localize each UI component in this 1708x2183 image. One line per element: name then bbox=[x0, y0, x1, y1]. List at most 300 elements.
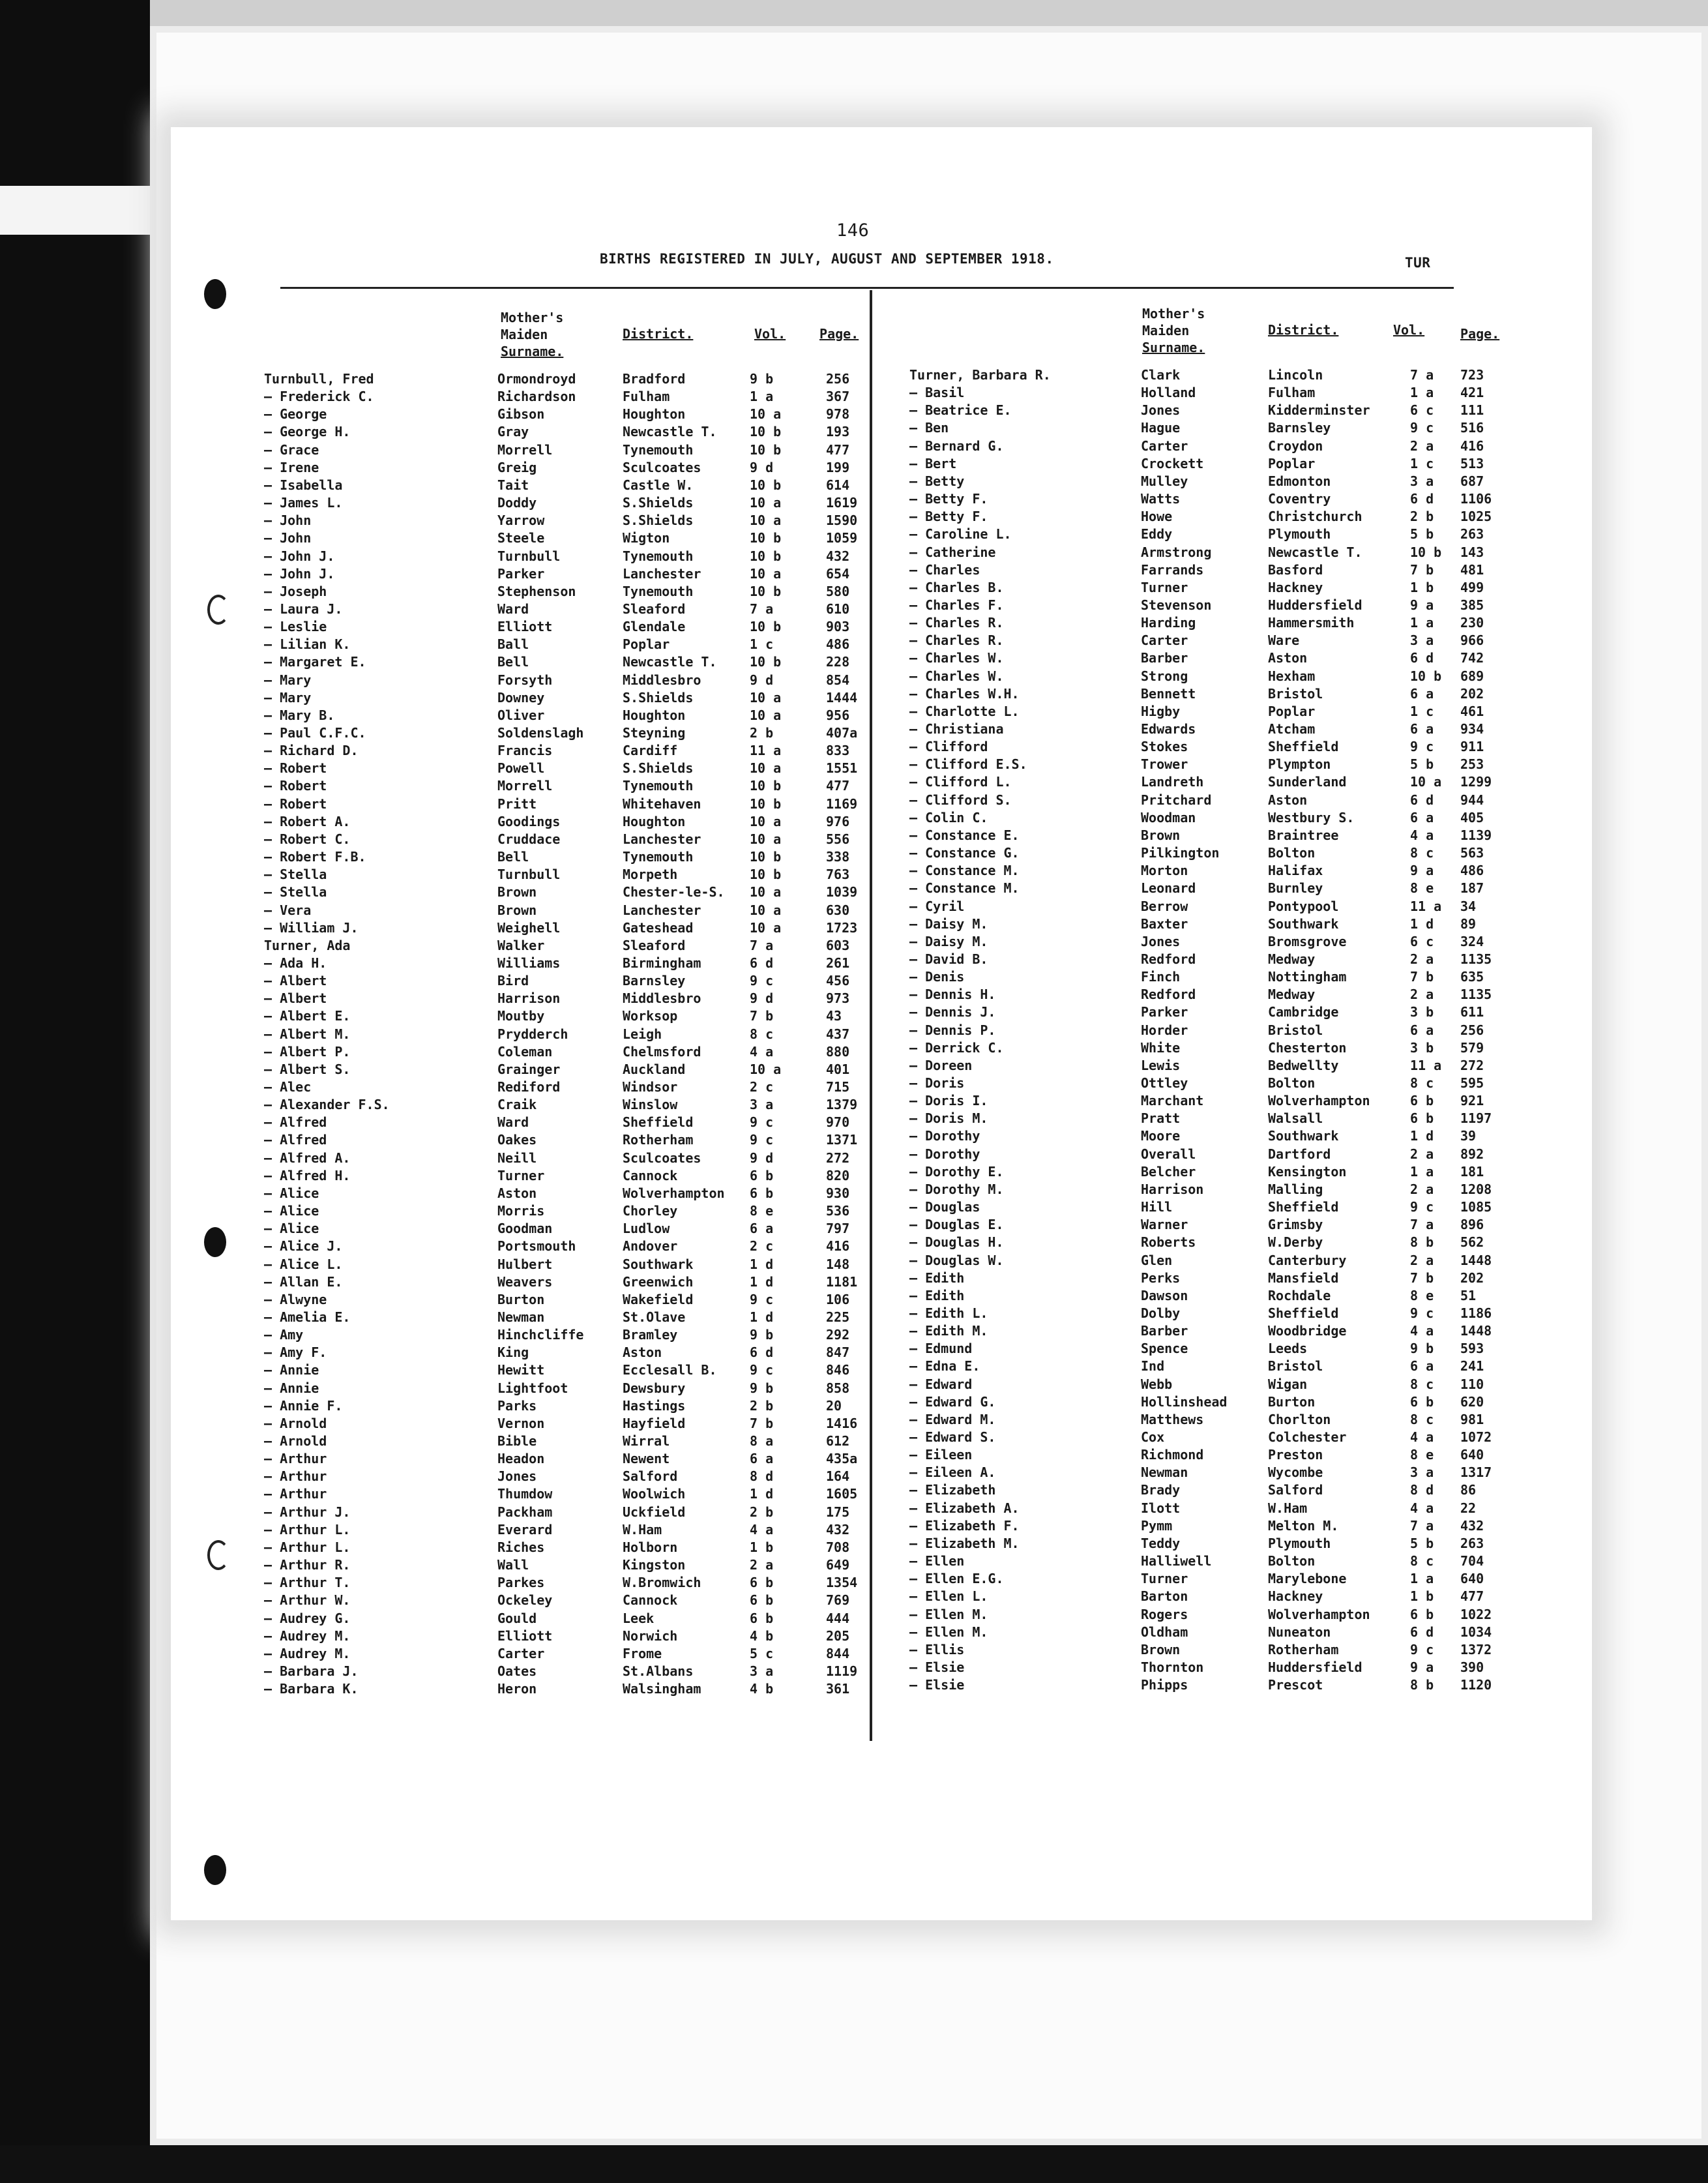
registration-district: Basford bbox=[1268, 561, 1323, 578]
child-name: — Douglas W. bbox=[909, 1252, 1004, 1268]
mother-maiden-surname: Turner bbox=[497, 1167, 545, 1183]
volume: 9 c bbox=[1410, 739, 1434, 755]
page-ref: 175 bbox=[826, 1504, 850, 1520]
mother-maiden-surname: Pymm bbox=[1141, 1517, 1173, 1534]
mother-maiden-surname: Webb bbox=[1141, 1376, 1173, 1392]
mother-maiden-surname: Edwards bbox=[1141, 721, 1196, 737]
mother-maiden-surname: Brown bbox=[1141, 827, 1181, 843]
volume: 7 b bbox=[1410, 969, 1434, 985]
child-name: — John bbox=[264, 512, 312, 529]
mother-maiden-surname: Armstrong bbox=[1141, 544, 1212, 560]
registration-district: Sleaford bbox=[623, 601, 686, 617]
child-name: — Dennis P. bbox=[909, 1022, 996, 1038]
volume: 1 c bbox=[750, 636, 774, 653]
page-ref: 689 bbox=[1460, 668, 1484, 684]
volume: 1 b bbox=[1410, 579, 1434, 595]
mother-maiden-surname: King bbox=[497, 1344, 529, 1361]
page-ref: 432 bbox=[826, 548, 850, 564]
child-name: — Stella bbox=[264, 884, 327, 900]
page-ref: 921 bbox=[1460, 1093, 1484, 1109]
volume: 8 e bbox=[1410, 1447, 1434, 1463]
child-name: — Robert bbox=[264, 778, 327, 794]
child-name: — Amy F. bbox=[264, 1344, 327, 1361]
mother-maiden-surname: Burton bbox=[497, 1291, 545, 1307]
child-name: — Robert bbox=[264, 760, 327, 777]
punch-hole-top bbox=[204, 279, 226, 309]
mother-maiden-surname: Brown bbox=[497, 902, 537, 918]
volume: 1 d bbox=[750, 1256, 774, 1272]
punch-hole-middle bbox=[204, 1227, 226, 1257]
child-name: — Arthur bbox=[264, 1486, 327, 1502]
volume: 9 b bbox=[1410, 1341, 1434, 1357]
mother-maiden-surname: Pilkington bbox=[1141, 845, 1220, 861]
child-name: Turnbull, Fred bbox=[264, 371, 374, 387]
child-name: — Audrey M. bbox=[264, 1627, 351, 1644]
page-ref: 742 bbox=[1460, 650, 1484, 666]
volume: 6 d bbox=[1410, 1624, 1434, 1640]
page-ref: 432 bbox=[1460, 1517, 1484, 1534]
child-name: — Edward S. bbox=[909, 1429, 996, 1445]
volume: 1 c bbox=[1410, 703, 1434, 719]
registration-district: Lincoln bbox=[1268, 367, 1323, 383]
volume: 4 b bbox=[750, 1627, 774, 1644]
page-ref: 593 bbox=[1460, 1341, 1484, 1357]
registration-district: Tynemouth bbox=[623, 849, 694, 865]
registration-district: Aston bbox=[623, 1344, 662, 1361]
registration-district: Chorley bbox=[623, 1203, 678, 1219]
page-ref: 654 bbox=[826, 565, 850, 582]
volume: 10 b bbox=[750, 441, 782, 458]
registration-district: Medway bbox=[1268, 987, 1316, 1003]
registration-district: Newcastle T. bbox=[623, 654, 717, 670]
mother-maiden-surname: Morris bbox=[497, 1203, 545, 1219]
mother-maiden-surname: Crockett bbox=[1141, 455, 1204, 471]
volume: 9 b bbox=[750, 371, 774, 387]
mother-maiden-surname: Bell bbox=[497, 654, 529, 670]
page-ref: 1371 bbox=[826, 1132, 858, 1148]
mother-maiden-surname: Warner bbox=[1141, 1217, 1188, 1233]
mother-maiden-surname: Woodman bbox=[1141, 809, 1196, 825]
volume: 2 b bbox=[1410, 509, 1434, 525]
volume: 6 a bbox=[750, 1451, 774, 1467]
mother-maiden-surname: Teddy bbox=[1141, 1535, 1181, 1551]
mother-maiden-surname: Pritt bbox=[497, 795, 537, 812]
child-name: — Dorothy M. bbox=[909, 1181, 1004, 1197]
mother-maiden-surname: Walker bbox=[497, 937, 545, 953]
page-ref: 481 bbox=[1460, 561, 1484, 578]
volume: 9 c bbox=[750, 1291, 774, 1307]
child-name: — Elizabeth F. bbox=[909, 1517, 1020, 1534]
registration-district: Castle W. bbox=[623, 477, 694, 493]
mother-maiden-surname: Watts bbox=[1141, 491, 1181, 507]
registration-district: Hackney bbox=[1268, 579, 1323, 595]
child-name: — Dorothy bbox=[909, 1146, 980, 1162]
mother-maiden-surname: Belcher bbox=[1141, 1163, 1196, 1180]
registration-district: Birmingham bbox=[623, 955, 701, 971]
registration-district: Lanchester bbox=[623, 565, 701, 582]
registration-district: St.Olave bbox=[623, 1309, 686, 1325]
registration-district: Bristol bbox=[1268, 685, 1323, 702]
film-left-border bbox=[0, 0, 150, 2183]
registration-district: Wycombe bbox=[1268, 1464, 1323, 1481]
registration-district: Gateshead bbox=[623, 919, 694, 936]
volume: 6 d bbox=[1410, 792, 1434, 808]
registration-district: Ecclesall B. bbox=[623, 1362, 717, 1378]
mother-maiden-surname: Brown bbox=[1141, 1641, 1181, 1657]
page-ref: 51 bbox=[1460, 1287, 1477, 1303]
page-ref: 461 bbox=[1460, 703, 1484, 719]
child-name: — Audrey M. bbox=[264, 1645, 351, 1661]
child-name: — Leslie bbox=[264, 619, 327, 635]
child-name: — Albert bbox=[264, 990, 327, 1007]
mother-maiden-surname: Bell bbox=[497, 849, 529, 865]
registration-district: Bolton bbox=[1268, 1075, 1316, 1091]
volume: 8 d bbox=[1410, 1482, 1434, 1498]
child-name: — Edward G. bbox=[909, 1393, 996, 1410]
mother-maiden-surname: Barber bbox=[1141, 1323, 1188, 1339]
mother-maiden-surname: Neill bbox=[497, 1150, 537, 1166]
volume: 8 d bbox=[750, 1468, 774, 1485]
volume: 9 d bbox=[750, 990, 774, 1007]
child-name: — Edna E. bbox=[909, 1358, 980, 1374]
volume: 5 c bbox=[750, 1645, 774, 1661]
mother-maiden-surname: Gould bbox=[497, 1610, 537, 1626]
mother-maiden-surname: Vernon bbox=[497, 1415, 545, 1431]
registration-district: W.Derby bbox=[1268, 1234, 1323, 1251]
child-name: — James L. bbox=[264, 495, 343, 511]
page-ref: 844 bbox=[826, 1645, 850, 1661]
page-ref: 385 bbox=[1460, 597, 1484, 613]
registration-district: Tynemouth bbox=[623, 778, 694, 794]
volume: 4 b bbox=[750, 1681, 774, 1697]
page-ref: 361 bbox=[826, 1681, 850, 1697]
mother-maiden-surname: Wall bbox=[497, 1557, 529, 1573]
child-name: — Allan E. bbox=[264, 1273, 343, 1290]
header-line: Mother's bbox=[501, 310, 564, 325]
volume: 10 b bbox=[750, 654, 782, 670]
film-left-notch bbox=[0, 186, 150, 235]
child-name: — Clifford L. bbox=[909, 774, 1012, 790]
mother-maiden-surname: Farrands bbox=[1141, 561, 1204, 578]
registration-district: Coventry bbox=[1268, 491, 1331, 507]
page-ref: 930 bbox=[826, 1185, 850, 1201]
child-name: — Joseph bbox=[264, 583, 327, 599]
page-ref: 1072 bbox=[1460, 1429, 1492, 1445]
mother-maiden-surname: Williams bbox=[497, 955, 561, 971]
page-ref: 292 bbox=[826, 1327, 850, 1343]
mother-maiden-surname: Overall bbox=[1141, 1146, 1196, 1162]
volume: 10 b bbox=[1410, 668, 1442, 684]
page-ref: 1379 bbox=[826, 1097, 858, 1113]
child-name: — Doreen bbox=[909, 1057, 973, 1073]
page-ref: 437 bbox=[826, 1026, 850, 1042]
child-name: — Albert M. bbox=[264, 1026, 351, 1042]
volume: 9 b bbox=[750, 1327, 774, 1343]
page-ref: 1186 bbox=[1460, 1305, 1492, 1321]
volume: 6 d bbox=[1410, 491, 1434, 507]
child-name: — William J. bbox=[264, 919, 359, 936]
child-name: — Charlotte L. bbox=[909, 703, 1020, 719]
registration-district: Nuneaton bbox=[1268, 1624, 1331, 1640]
page-ref: 1039 bbox=[826, 884, 858, 900]
registration-district: Glendale bbox=[623, 619, 686, 635]
volume: 10 a bbox=[750, 919, 782, 936]
volume: 6 a bbox=[750, 1221, 774, 1237]
child-name: Turner, Ada bbox=[264, 937, 351, 953]
page-ref: 338 bbox=[826, 849, 850, 865]
volume: 2 b bbox=[750, 1397, 774, 1414]
mother-maiden-surname: Harrison bbox=[1141, 1181, 1204, 1197]
registration-district: Melton M. bbox=[1268, 1517, 1339, 1534]
registration-district: Barnsley bbox=[1268, 420, 1331, 436]
page-ref: 390 bbox=[1460, 1659, 1484, 1675]
child-name: — Amelia E. bbox=[264, 1309, 351, 1325]
page-ref: 1022 bbox=[1460, 1606, 1492, 1622]
page-ref: 640 bbox=[1460, 1447, 1484, 1463]
page-ref: 111 bbox=[1460, 402, 1484, 419]
mother-maiden-surname: Perks bbox=[1141, 1270, 1181, 1286]
registration-district: Wigan bbox=[1268, 1376, 1308, 1392]
page-ref: 1135 bbox=[1460, 987, 1492, 1003]
volume: 1 a bbox=[750, 389, 774, 405]
registration-district: Sheffield bbox=[1268, 1305, 1339, 1321]
page-ref: 708 bbox=[826, 1539, 850, 1555]
registration-district: Sunderland bbox=[1268, 774, 1347, 790]
child-name: — David B. bbox=[909, 951, 988, 967]
registration-district: Poplar bbox=[623, 636, 670, 653]
mother-maiden-surname: Thumdow bbox=[497, 1486, 553, 1502]
volume: 1 a bbox=[1410, 1571, 1434, 1587]
page-ref: 516 bbox=[1460, 420, 1484, 436]
mother-maiden-surname: Landreth bbox=[1141, 774, 1204, 790]
child-name: — Constance M. bbox=[909, 863, 1020, 879]
registration-district: Kidderminster bbox=[1268, 402, 1370, 419]
page-ref: 1444 bbox=[826, 689, 858, 705]
mother-maiden-surname: Tait bbox=[497, 477, 529, 493]
page-ref: 43 bbox=[826, 1008, 842, 1024]
page-ref: 903 bbox=[826, 619, 850, 635]
vol-header-right: Vol. bbox=[1393, 322, 1425, 338]
page-ref: 944 bbox=[1460, 792, 1484, 808]
registration-district: Bolton bbox=[1268, 1553, 1316, 1569]
mother-maiden-surname: Portsmouth bbox=[497, 1238, 576, 1255]
mother-maiden-surname: Oates bbox=[497, 1663, 537, 1679]
mother-maiden-surname: Soldenslagh bbox=[497, 725, 584, 741]
page-ref: 499 bbox=[1460, 579, 1484, 595]
child-name: — Christiana bbox=[909, 721, 1004, 737]
mother-maiden-surname: Cox bbox=[1141, 1429, 1165, 1445]
page-ref: 324 bbox=[1460, 933, 1484, 949]
child-name: — Charles W.H. bbox=[909, 685, 1020, 702]
child-name: — Bert bbox=[909, 455, 957, 471]
mother-maiden-surname: Turner bbox=[1141, 579, 1188, 595]
registration-district: Leigh bbox=[623, 1026, 662, 1042]
page-ref: 199 bbox=[826, 459, 850, 475]
page-ref: 970 bbox=[826, 1114, 850, 1131]
child-name: — Colin C. bbox=[909, 809, 988, 825]
child-name: — Cyril bbox=[909, 898, 965, 914]
page-ref: 956 bbox=[826, 707, 850, 723]
registration-district: Wakefield bbox=[623, 1291, 694, 1307]
volume: 10 a bbox=[750, 406, 782, 423]
registration-district: Preston bbox=[1268, 1447, 1323, 1463]
registration-district: Atcham bbox=[1268, 721, 1316, 737]
volume: 6 c bbox=[1410, 402, 1434, 419]
child-name: — Alfred bbox=[264, 1132, 327, 1148]
child-name: — Edmund bbox=[909, 1341, 973, 1357]
mother-maiden-surname: Glen bbox=[1141, 1252, 1173, 1268]
mother-maiden-surname: Pritchard bbox=[1141, 792, 1212, 808]
page-ref: 934 bbox=[1460, 721, 1484, 737]
child-name: — Mary bbox=[264, 689, 312, 705]
mother-maiden-surname: Powell bbox=[497, 760, 545, 777]
mother-maiden-surname: Turnbull bbox=[497, 548, 561, 564]
registration-district: W.Bromwich bbox=[623, 1575, 701, 1591]
mother-maiden-surname: Newman bbox=[1141, 1464, 1188, 1481]
registration-district: Ware bbox=[1268, 632, 1300, 649]
registration-district: Christchurch bbox=[1268, 509, 1362, 525]
volume: 9 c bbox=[1410, 1641, 1434, 1657]
registration-district: Wirral bbox=[623, 1433, 670, 1449]
page-ref: 202 bbox=[1460, 685, 1484, 702]
registration-district: Pontypool bbox=[1268, 898, 1339, 914]
header-line: Surname. bbox=[501, 344, 564, 359]
child-name: — Ellen M. bbox=[909, 1606, 988, 1622]
mother-maiden-surname: Richmond bbox=[1141, 1447, 1204, 1463]
volume: 8 e bbox=[750, 1203, 774, 1219]
child-name: — Richard D. bbox=[264, 743, 359, 759]
registration-district: Poplar bbox=[1268, 703, 1316, 719]
child-name: — Alice L. bbox=[264, 1256, 343, 1272]
volume: 10 a bbox=[750, 707, 782, 723]
registration-district: Worksop bbox=[623, 1008, 678, 1024]
registration-district: Bristol bbox=[1268, 1022, 1323, 1038]
mother-maiden-surname: Holland bbox=[1141, 385, 1196, 401]
child-name: — Betty bbox=[909, 473, 965, 489]
page-ref: 187 bbox=[1460, 880, 1484, 897]
page-ref: 1448 bbox=[1460, 1252, 1492, 1268]
child-name: — Laura J. bbox=[264, 601, 343, 617]
page-ref: 456 bbox=[826, 973, 850, 989]
volume: 6 a bbox=[1410, 685, 1434, 702]
mother-maiden-surname: Ind bbox=[1141, 1358, 1165, 1374]
child-name: — John J. bbox=[264, 565, 335, 582]
mother-maiden-surname: Baxter bbox=[1141, 915, 1188, 932]
registration-district: Andover bbox=[623, 1238, 678, 1255]
child-name: — Annie bbox=[264, 1380, 319, 1396]
registration-district: Wolverhampton bbox=[1268, 1093, 1370, 1109]
page-ref: 614 bbox=[826, 477, 850, 493]
volume: 7 a bbox=[1410, 1517, 1434, 1534]
child-name: — George bbox=[264, 406, 327, 423]
volume: 5 b bbox=[1410, 1535, 1434, 1551]
volume: 2 b bbox=[750, 1504, 774, 1520]
mother-maiden-surname: White bbox=[1141, 1039, 1181, 1056]
registration-district: Tynemouth bbox=[623, 583, 694, 599]
child-name: — Edith bbox=[909, 1270, 965, 1286]
volume: 11 a bbox=[1410, 898, 1442, 914]
registration-district: Cambridge bbox=[1268, 1004, 1339, 1020]
registration-district: Malling bbox=[1268, 1181, 1323, 1197]
page-ref: 256 bbox=[826, 371, 850, 387]
volume: 1 a bbox=[1410, 615, 1434, 631]
page-ref: 106 bbox=[826, 1291, 850, 1307]
registration-district: Rotherham bbox=[1268, 1641, 1339, 1657]
registration-district: Huddersfield bbox=[1268, 1659, 1362, 1675]
mother-maiden-surname: Harding bbox=[1141, 615, 1196, 631]
child-name: — Alec bbox=[264, 1079, 312, 1095]
volume: 1 d bbox=[1410, 1128, 1434, 1144]
page-ref: 620 bbox=[1460, 1393, 1484, 1410]
child-name: — Audrey G. bbox=[264, 1610, 351, 1626]
registration-district: Woolwich bbox=[623, 1486, 686, 1502]
page-ref: 763 bbox=[826, 867, 850, 883]
child-name: — Vera bbox=[264, 902, 312, 918]
mother-maiden-surname: Hewitt bbox=[497, 1362, 545, 1378]
child-name: — Elizabeth bbox=[909, 1482, 996, 1498]
page-ref: 225 bbox=[826, 1309, 850, 1325]
child-name: — Arthur J. bbox=[264, 1504, 351, 1520]
volume: 1 c bbox=[1410, 455, 1434, 471]
registration-district: Sculcoates bbox=[623, 1150, 701, 1166]
registration-district: Bramley bbox=[623, 1327, 678, 1343]
child-name: — Clifford E.S. bbox=[909, 756, 1027, 773]
page-ref: 34 bbox=[1460, 898, 1477, 914]
child-name: — Lilian K. bbox=[264, 636, 351, 653]
volume: 10 a bbox=[750, 813, 782, 829]
mother-maiden-surname: Doddy bbox=[497, 495, 537, 511]
page-ref: 202 bbox=[1460, 1270, 1484, 1286]
mother-maiden-surname: Goodings bbox=[497, 813, 561, 829]
volume: 9 c bbox=[750, 1362, 774, 1378]
child-name: — Doris I. bbox=[909, 1093, 988, 1109]
volume: 8 a bbox=[750, 1433, 774, 1449]
registration-district: Nottingham bbox=[1268, 969, 1347, 985]
registration-district: W.Ham bbox=[623, 1521, 662, 1537]
page-ref: 833 bbox=[826, 743, 850, 759]
registration-district: Sleaford bbox=[623, 937, 686, 953]
mother-maiden-surname: Cruddace bbox=[497, 831, 561, 847]
mother-maiden-surname: Redford bbox=[1141, 951, 1196, 967]
page-ref: 39 bbox=[1460, 1128, 1477, 1144]
mother-maiden-surname: Berrow bbox=[1141, 898, 1188, 914]
punch-hole-mark bbox=[207, 595, 229, 625]
registration-district: Poplar bbox=[1268, 455, 1316, 471]
registration-district: W.Ham bbox=[1268, 1500, 1308, 1516]
registration-district: Salford bbox=[623, 1468, 678, 1485]
mother-maiden-surname: Turnbull bbox=[497, 867, 561, 883]
volume: 10 b bbox=[750, 477, 782, 493]
registration-district: Rotherham bbox=[623, 1132, 694, 1148]
page-ref: 1551 bbox=[826, 760, 858, 777]
mother-maiden-surname: Redford bbox=[1141, 987, 1196, 1003]
volume: 10 a bbox=[750, 565, 782, 582]
registration-district: Plymouth bbox=[1268, 526, 1331, 542]
mother-maiden-surname: Hinchcliffe bbox=[497, 1327, 584, 1343]
volume: 6 a bbox=[1410, 809, 1434, 825]
volume: 7 a bbox=[1410, 1217, 1434, 1233]
mother-maiden-surname: Steele bbox=[497, 530, 545, 546]
page-ref: 797 bbox=[826, 1221, 850, 1237]
child-name: — John bbox=[264, 530, 312, 546]
child-name: — Elizabeth M. bbox=[909, 1535, 1020, 1551]
page-ref: 1354 bbox=[826, 1575, 858, 1591]
child-name: — Margaret E. bbox=[264, 654, 366, 670]
child-name: — Derrick C. bbox=[909, 1039, 1004, 1056]
page-ref: 253 bbox=[1460, 756, 1484, 773]
child-name: — Clifford S. bbox=[909, 792, 1012, 808]
mother-maiden-surname: Brady bbox=[1141, 1482, 1181, 1498]
